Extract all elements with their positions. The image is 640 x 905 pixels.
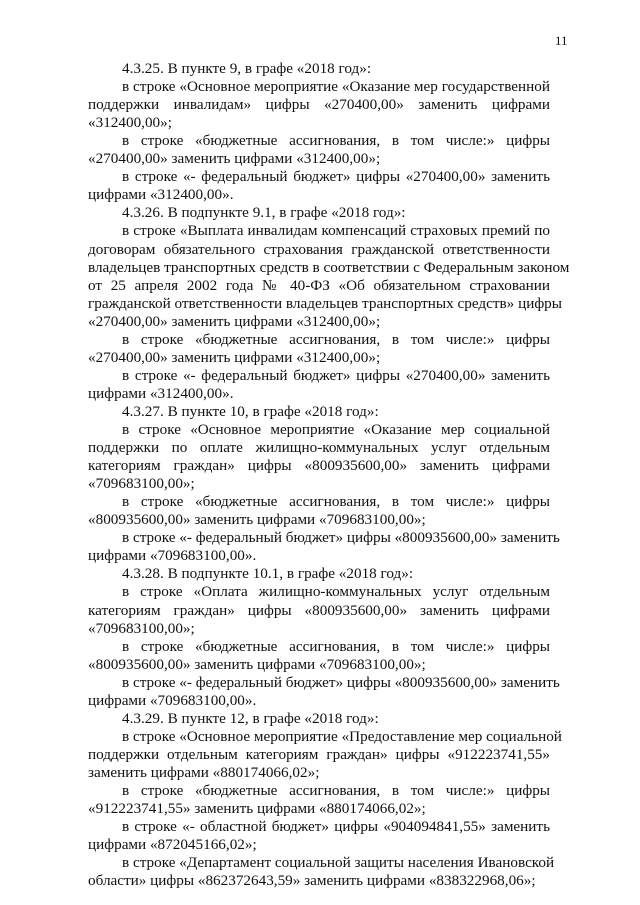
text-line: в строке «- федеральный бюджет» цифры «800935600,00» заменить [122, 673, 560, 691]
text-line: в строке «Департамент социальной защиты населения Ивановской [122, 854, 555, 872]
text-line: в строке «Основное мероприятие «Оказание мер государственной [122, 78, 550, 96]
text-line: цифрами «312400,00». [88, 186, 234, 204]
text-line: в строке «бюджетные ассигнования, в том числе:» цифры [122, 782, 550, 799]
text-line: в строке «- федеральный бюджет» цифры «270400,00» заменить [122, 366, 550, 384]
text-line: 4.3.26. В подпункте 9.1, в графе «2018 год»: [122, 204, 406, 222]
text-line: в строке «- федеральный бюджет» цифры «270400,00» заменить [122, 168, 550, 186]
text-line: в строке «бюджетные ассигнования, в том числе:» цифры [122, 493, 550, 511]
text-line: в строке «Оплата жилищно-коммунальных услуг отдельным [122, 583, 550, 601]
text-line: заменить цифрами «880174066,02»; [88, 763, 320, 781]
text-line: поддержки инвалидам» цифры «270400,00» заменить цифрами [88, 96, 550, 114]
text-line: области» цифры «862372643,59» заменить цифрами «838322968,06»; [88, 872, 536, 890]
text-line: «709683100,00»; [88, 475, 195, 493]
text-line: поддержки по оплате жилищно-коммунальных услуг отдельным [88, 439, 550, 457]
text-line: «912223741,55» заменить цифрами «880174066,02»; [88, 800, 426, 818]
text-line: владельцев транспортных средств в соответствии с Федеральным законом [88, 258, 570, 276]
text-line: «312400,00»; [88, 114, 172, 132]
text-line: категориям граждан» цифры «800935600,00» заменить цифрами [88, 601, 550, 619]
text-line: гражданской ответственности владельцев транспортных средств» цифры [88, 294, 562, 312]
text-line: «270400,00» заменить цифрами «312400,00»; [88, 312, 381, 330]
text-line: «800935600,00» заменить цифрами «709683100,00»; [88, 655, 426, 673]
text-line: в строке «Выплата инвалидам компенсаций страховых премий по [122, 222, 550, 240]
text-line: цифрами «709683100,00». [88, 547, 257, 565]
text-line: от 25 апреля 2002 года № 40-ФЗ «Об обязательном страховании [88, 276, 550, 294]
text-line: в строке «бюджетные ассигнования, в том числе:» цифры [122, 637, 550, 655]
text-line: поддержки отдельным категориям граждан» цифры «912223741,55» [88, 745, 550, 763]
text-line: в строке «- федеральный бюджет» цифры «800935600,00» заменить [122, 529, 560, 547]
text-line: в строке «Основное мероприятие «Оказание мер социальной [122, 421, 550, 438]
text-line: цифрами «872045166,02»; [88, 836, 257, 854]
text-line: в строке «- областной бюджет» цифры «904094841,55» заменить [122, 818, 550, 836]
text-line: 4.3.27. В пункте 10, в графе «2018 год»: [122, 402, 379, 420]
text-line: в строке «бюджетные ассигнования, в том числе:» цифры [122, 132, 550, 150]
text-line: «709683100,00»; [88, 619, 195, 637]
text-line: 4.3.28. В подпункте 10.1, в графе «2018 год»: [122, 565, 414, 583]
page-number: 11 [555, 33, 568, 48]
text-line: «270400,00» заменить цифрами «312400,00»; [88, 348, 381, 366]
text-line: цифрами «709683100,00». [88, 691, 257, 709]
text-line: 4.3.25. В пункте 9, в графе «2018 год»: [122, 60, 372, 77]
text-line: цифрами «312400,00». [88, 384, 234, 402]
text-line: категориям граждан» цифры «800935600,00» заменить цифрами [88, 457, 550, 475]
text-line: в строке «Основное мероприятие «Предоставление мер социальной [122, 727, 562, 745]
text-line: 4.3.29. В пункте 12, в графе «2018 год»: [122, 709, 379, 727]
text-line: «270400,00» заменить цифрами «312400,00»; [88, 150, 381, 168]
text-line: в строке «бюджетные ассигнования, в том числе:» цифры [122, 330, 550, 348]
text-line: договорам обязательного страхования гражданской ответственности [88, 240, 550, 258]
text-line: «800935600,00» заменить цифрами «709683100,00»; [88, 511, 426, 529]
